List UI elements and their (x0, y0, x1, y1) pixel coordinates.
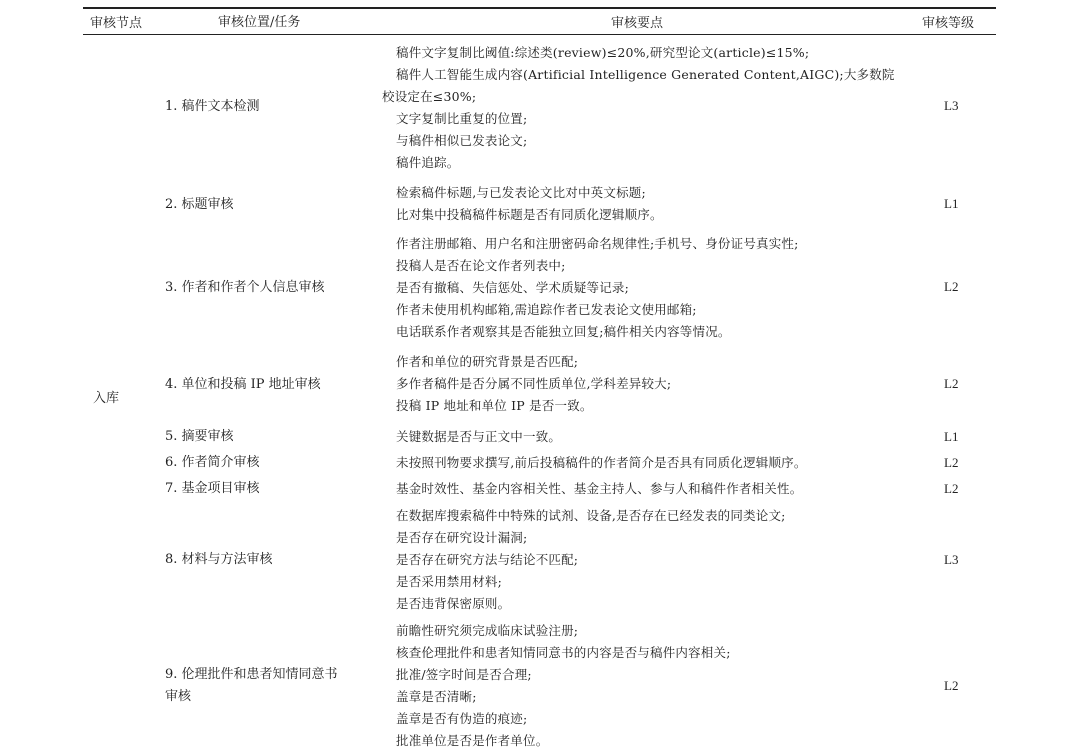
point-line: 投稿 IP 地址和单位 IP 是否一致。 (396, 398, 593, 413)
task-author-bio: 6. 作者简介审核 (165, 455, 260, 470)
level-ethics: L2 (944, 678, 959, 693)
point-line: 是否有撤稿、失信惩处、学术质疑等记录; (396, 280, 630, 295)
point-line: 投稿人是否在论文作者列表中; (396, 258, 566, 273)
level-author-bio: L2 (944, 455, 959, 470)
point-line: 前瞻性研究须完成临床试验注册; (396, 623, 579, 638)
point-line: 是否采用禁用材料; (396, 574, 503, 589)
node-label: 入库 (93, 391, 120, 406)
point-line: 基金时效性、基金内容相关性、基金主持人、参与人和稿件作者相关性。 (396, 481, 803, 496)
task-author-info: 3. 作者和作者个人信息审核 (165, 280, 325, 295)
points-ethics (396, 620, 906, 752)
point-line: 是否违背保密原则。 (396, 596, 511, 611)
point-line: 与稿件相似已发表论文; (396, 133, 528, 148)
header-points: 审核要点 (611, 16, 664, 31)
level-abstract: L1 (944, 429, 959, 444)
points-funding (396, 478, 906, 500)
header-task: 审核位置/任务 (218, 15, 301, 30)
point-line: 是否存在研究方法与结论不匹配; (396, 552, 579, 567)
points-title-review (396, 182, 906, 226)
point-line: 批准/签字时间是否合理; (396, 667, 532, 682)
point-line: 检索稿件标题,与已发表论文比对中英文标题; (396, 185, 646, 200)
task-title-review: 2. 标题审核 (165, 197, 234, 212)
task-abstract: 5. 摘要审核 (165, 429, 234, 444)
header-level: 审核等级 (922, 16, 975, 31)
point-line: 作者未使用机构邮箱,需追踪作者已发表论文使用邮箱; (396, 302, 697, 317)
point-line: 未按照刊物要求撰写,前后投稿稿件的作者简介是否具有同质化逻辑顺序。 (396, 455, 807, 470)
points-methods (396, 505, 906, 615)
header-node: 审核节点 (90, 16, 143, 31)
point-line: 稿件追踪。 (396, 155, 460, 170)
task-funding: 7. 基金项目审核 (165, 481, 260, 496)
point-line: 作者注册邮箱、用户名和注册密码命名规律性;手机号、身份证号真实性; (396, 236, 799, 251)
task-ethics-line1: 9. 伦理批件和患者知情同意书 (165, 667, 338, 682)
level-affiliation-ip: L2 (944, 376, 959, 391)
level-title-review: L1 (944, 196, 959, 211)
point-line: 盖章是否清晰; (396, 689, 477, 704)
task-methods: 8. 材料与方法审核 (165, 552, 273, 567)
point-line: 比对集中投稿稿件标题是否有同质化逻辑顺序。 (396, 207, 663, 222)
point-line: 关键数据是否与正文中一致。 (396, 429, 562, 444)
point-line: 批准单位是否是作者单位。 (396, 733, 549, 748)
point-line: 作者和单位的研究背景是否匹配; (396, 354, 579, 369)
points-text-detection (382, 42, 906, 174)
point-line: 核查伦理批件和患者知情同意书的内容是否与稿件内容相关; (396, 645, 731, 660)
level-text-detection: L3 (944, 98, 959, 113)
points-affiliation-ip (396, 351, 906, 417)
table-top-rule (83, 7, 996, 9)
table-header-rule (83, 34, 996, 35)
points-abstract (396, 426, 906, 448)
points-author-bio (396, 452, 906, 474)
point-line: 校设定在≤30%; (382, 89, 477, 104)
point-line: 稿件人工智能生成内容(Artificial Intelligence Generated Content,AIGC);大多数院 (396, 67, 895, 82)
task-ethics-line2: 审核 (165, 689, 192, 704)
point-line: 文字复制比重复的位置; (396, 111, 528, 126)
point-line: 电话联系作者观察其是否能独立回复;稿件相关内容等情况。 (396, 324, 731, 339)
level-methods: L3 (944, 552, 959, 567)
point-line: 是否存在研究设计漏洞; (396, 530, 528, 545)
point-line: 盖章是否有伪造的痕迹; (396, 711, 528, 726)
point-line: 稿件文字复制比阈值:综述类(review)≤20%,研究型论文(article)≤15%; (396, 45, 810, 60)
level-author-info: L2 (944, 279, 959, 294)
points-author-info (396, 233, 906, 343)
task-affiliation-ip: 4. 单位和投稿 IP 地址审核 (165, 377, 321, 392)
level-funding: L2 (944, 481, 959, 496)
point-line: 多作者稿件是否分属不同性质单位,学科差异较大; (396, 376, 672, 391)
task-text-detection: 1. 稿件文本检测 (165, 99, 260, 114)
task-ethics (165, 664, 338, 708)
point-line: 在数据库搜索稿件中特殊的试剂、设备,是否存在已经发表的同类论文; (396, 508, 786, 523)
